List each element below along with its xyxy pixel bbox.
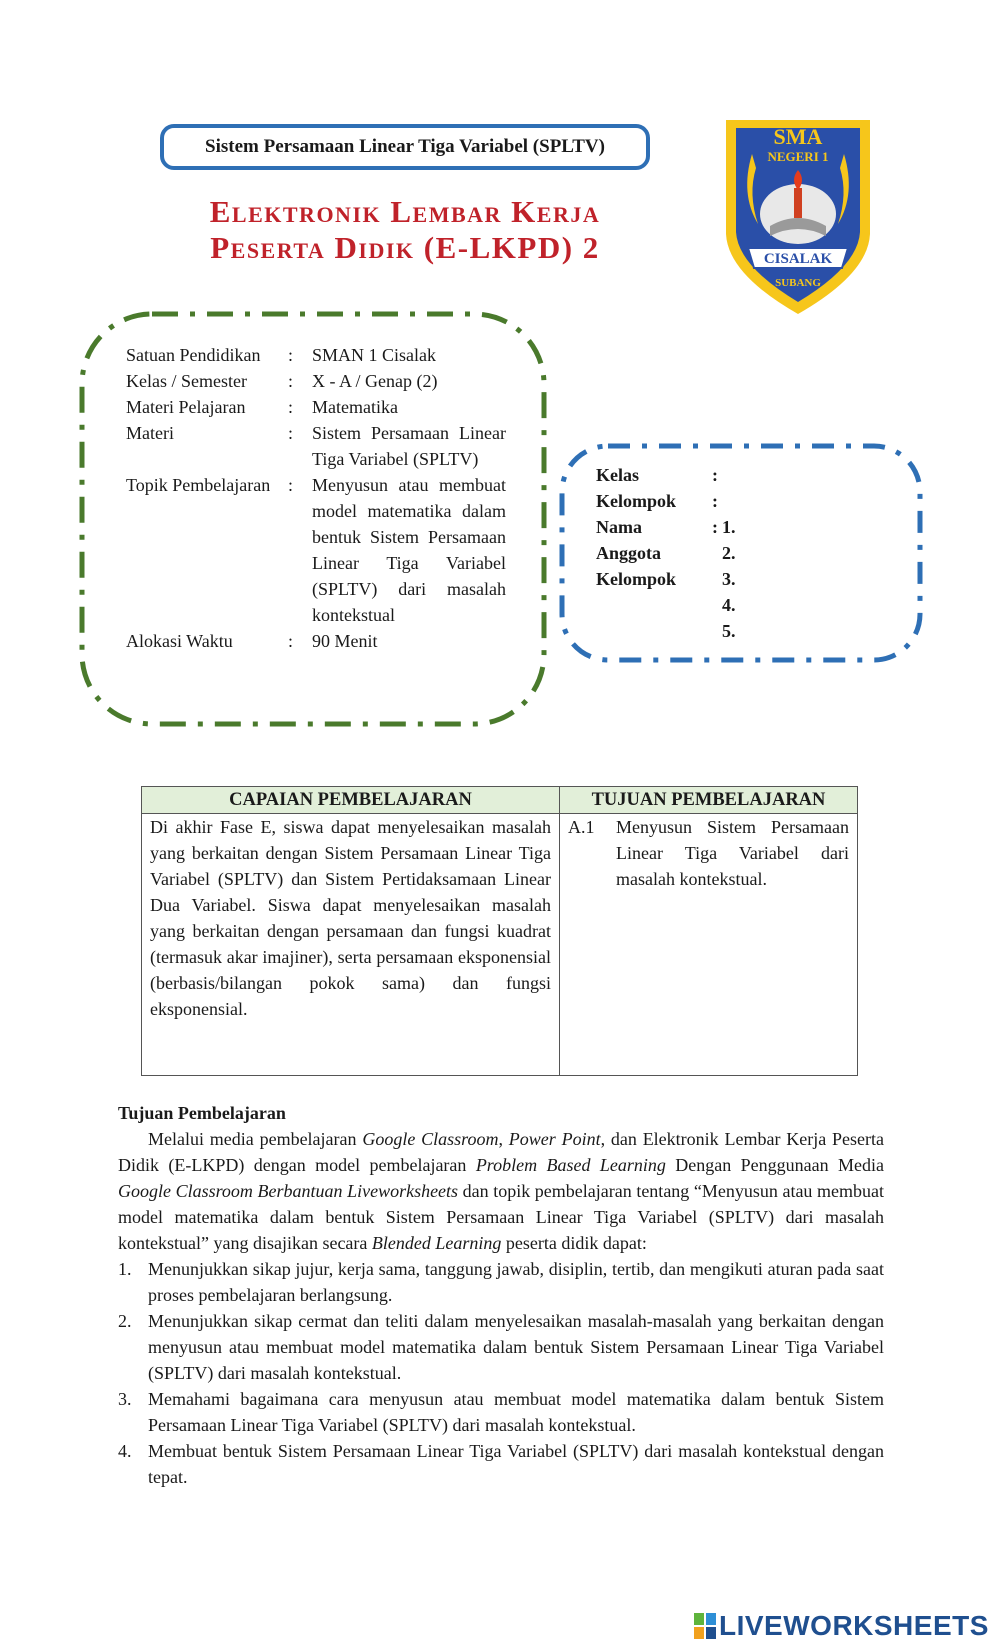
identity-colon: :: [288, 631, 294, 651]
class-label: Kelas: [596, 465, 639, 485]
logo-text-mid: NEGERI 1: [767, 149, 829, 164]
identity-colon: :: [288, 475, 294, 495]
identity-label: Materi: [126, 423, 174, 443]
objective-item: [118, 1256, 884, 1308]
member-number: 2.: [722, 543, 736, 563]
objectives-list: [118, 1256, 884, 1490]
identity-colon: :: [288, 397, 294, 417]
objectives-paragraph: [118, 1126, 884, 1256]
objective-item: [118, 1308, 884, 1386]
liveworksheets-logo-icon: [694, 1613, 716, 1639]
identity-value: Menyusun atau membuat model matematika dalam bentuk Sistem Persamaan Linear Tiga Variabel (SPLTV) dari masalah kontekstual: [312, 475, 506, 625]
tp-cell: [560, 814, 858, 1076]
member-colon: :: [712, 517, 718, 537]
objectives-heading: Tujuan Pembelajaran: [118, 1103, 286, 1123]
objective-item: [118, 1386, 884, 1438]
identity-value: SMAN 1 Cisalak: [312, 345, 437, 365]
member-number: 3.: [722, 569, 736, 589]
class-colon: :: [712, 465, 718, 485]
objective-text: Memahami bagaimana cara menyusun atau membuat model matematika dalam bentuk Sistem Persamaan Linear Tiga Variabel (SPLTV) dari masalah kontekstual.: [148, 1389, 884, 1435]
liveworksheets-brand[interactable]: [694, 1610, 989, 1642]
identity-label: Topik Pembelajaran: [126, 475, 271, 495]
logo-text-bottom: SUBANG: [775, 277, 821, 289]
group-colon: :: [712, 491, 718, 511]
worksheet-title: [130, 194, 680, 266]
identity-label: Satuan Pendidikan: [126, 345, 261, 365]
para-italic: Blended Learning: [371, 1233, 502, 1253]
group-label: Kelompok: [596, 491, 677, 511]
para-text: peserta didik dapat:: [501, 1233, 647, 1253]
student-row-member-4: [596, 592, 752, 618]
student-row-member-3: [596, 566, 752, 592]
liveworksheets-wordmark: LIVEWORKSHEETS: [719, 1610, 989, 1641]
objective-number: 4.: [118, 1441, 132, 1461]
identity-colon: :: [288, 371, 294, 391]
para-text: Melalui media pembelajaran: [148, 1129, 363, 1149]
para-text: dan topik pembelajaran tentang “Menyusun atau membuat model matematika dalam bentuk Sistem Persamaan Linear Tiga Variabel (SPLTV) dari masalah kontekstual” yang disajikan secara: [118, 1181, 884, 1253]
cp-text: Di akhir Fase E, siswa dapat menyelesaikan masalah yang berkaitan dengan Sistem Persamaan Linear Tiga Variabel (SPLTV) dan Sistem Pertidaksamaan Linear Dua Variabel. Siswa dapat menyelesaikan masalah yang berkaitan dengan persamaan dan fungsi kuadrat (termasuk akar imajiner), serta persamaan eksponensial (berbasis/bilangan pokok sama) dan fungsi eksponensial.: [142, 814, 560, 1076]
identity-label: Materi Pelajaran: [126, 397, 246, 417]
student-row-member-5: [596, 618, 752, 644]
para-text: ,: [498, 1129, 509, 1149]
learning-objectives: [118, 1100, 884, 1490]
member-label: Anggota: [596, 543, 662, 563]
tp-code: A.1: [568, 817, 595, 837]
para-italic: Google Classroom: [362, 1129, 499, 1149]
objective-text: Menunjukkan sikap cermat dan teliti dalam menyelesaikan masalah-masalah yang berkaitan dengan menyusun atau membuat model matematika dalam bentuk Sistem Persamaan Linear Tiga Variabel (SPLTV) dari masalah kontekstual.: [148, 1311, 884, 1383]
para-italic: Google Classroom Berbantuan Liveworksheets: [118, 1181, 459, 1201]
para-italic: Power Point: [508, 1129, 601, 1149]
identity-label: Alokasi Waktu: [126, 631, 233, 651]
identity-row-topic: [126, 472, 506, 628]
objective-text: Membuat bentuk Sistem Persamaan Linear Tiga Variabel (SPLTV) dari masalah kontekstual dengan tepat.: [148, 1441, 884, 1487]
identity-value: Sistem Persamaan Linear Tiga Variabel (SPLTV): [312, 423, 506, 469]
logo-text-top: SMA: [773, 124, 823, 149]
student-row-group: [596, 488, 752, 514]
para-text: Dengan Penggunaan Media: [665, 1155, 884, 1175]
subject-title: Sistem Persamaan Linear Tiga Variabel (SPLTV): [205, 136, 605, 157]
objective-number: 2.: [118, 1311, 132, 1331]
identity-value: X - A / Genap (2): [312, 371, 438, 391]
worksheet-title-line-2: Peserta Didik (E-LKPD) 2: [210, 230, 600, 265]
worksheet-title-line-1: Elektronik Lembar Kerja: [209, 194, 601, 229]
member-label: Nama: [596, 517, 642, 537]
para-text: , dan Elektronik Lembar Kerja Peserta Didik (E-LKPD) dengan model pembelajaran: [118, 1129, 885, 1175]
member-number: 1.: [722, 517, 736, 537]
class-field[interactable]: [722, 462, 752, 488]
cp-header: CAPAIAN PEMBELAJARAN: [142, 787, 560, 814]
student-row-member-2: [596, 540, 752, 566]
learning-outcomes-table: [141, 786, 858, 1076]
para-italic: Problem Based Learning: [475, 1155, 666, 1175]
group-field[interactable]: [722, 488, 752, 514]
identity-value: Matematika: [312, 397, 398, 417]
objective-number: 3.: [118, 1389, 132, 1409]
identity-row-class: [126, 368, 506, 394]
identity-row-material: [126, 420, 506, 472]
member-label: Kelompok: [596, 569, 677, 589]
student-row-class: [596, 462, 752, 488]
member-number: 4.: [722, 595, 736, 615]
identity-table: [126, 342, 506, 654]
objective-text: Menunjukkan sikap jujur, kerja sama, tanggung jawab, disiplin, tertib, dan mengikuti aturan pada saat proses pembelajaran berlangsung.: [148, 1259, 884, 1305]
subject-title-box: [160, 124, 650, 170]
identity-value: 90 Menit: [312, 631, 378, 651]
identity-row-school: [126, 342, 506, 368]
identity-label: Kelas / Semester: [126, 371, 247, 391]
identity-colon: :: [288, 345, 294, 365]
student-row-member-1: [596, 514, 752, 540]
student-info: [596, 462, 752, 644]
objective-item: [118, 1438, 884, 1490]
objective-number: 1.: [118, 1259, 132, 1279]
identity-colon: :: [288, 423, 294, 443]
tp-header: TUJUAN PEMBELAJARAN: [560, 787, 858, 814]
identity-row-subject: [126, 394, 506, 420]
tp-item: [568, 814, 849, 892]
logo-text-ribbon: CISALAK: [763, 251, 833, 267]
school-logo: [718, 114, 878, 319]
member-number: 5.: [722, 621, 736, 641]
identity-row-time: [126, 628, 506, 654]
tp-text: Menyusun Sistem Persamaan Linear Tiga Variabel dari masalah kontekstual.: [616, 817, 849, 889]
